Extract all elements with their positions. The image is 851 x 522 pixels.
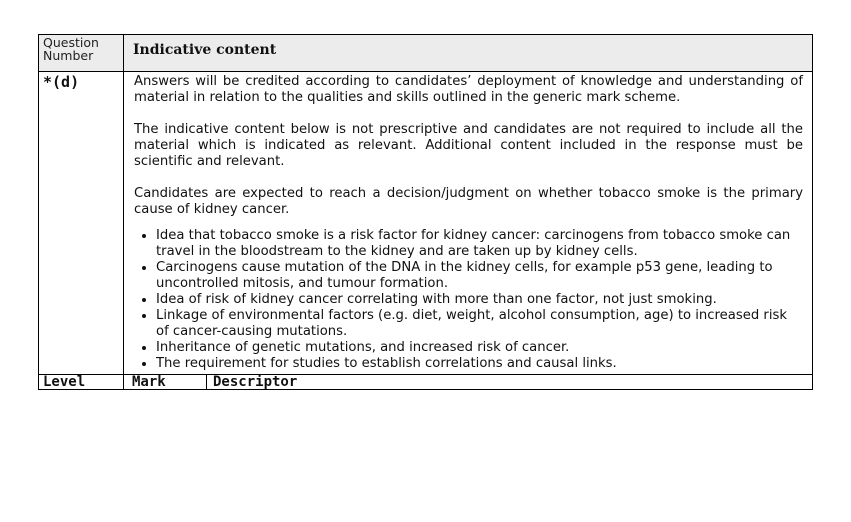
bullet-item: • Idea of risk of kidney cancer correlating with more than one factor, not just smoking. [156,292,803,308]
mark-descriptor-cell [124,375,813,390]
paragraph: Candidates are expected to reach a decision/judgment on whether tobacco smoke is the primary cause of kidney cancer. [134,186,803,217]
bullet-item: • Linkage of environmental factors (e.g. diet, weight, alcohol consumption, age) to increased risk of cancer-causing mutations. [156,308,803,340]
question-number-header: Question Number [39,35,124,72]
indicative-content [124,72,813,375]
mark-scheme-table [38,34,813,390]
level-label: Level [39,375,124,390]
mark-scheme [38,34,813,390]
level-header-row [39,375,813,390]
question-id: *(d) [39,72,124,375]
paragraph: The indicative content below is not prescriptive and candidates are not required to include all the material which is indicated as relevant. Additional content included in the response must be scientific and relevant. [134,122,803,169]
mark-label: Mark [124,375,207,389]
paragraph: Answers will be credited according to candidates’ deployment of knowledge and understanding of material in relation to the qualities and skills outlined in the generic mark scheme. [134,74,803,105]
bullet-item: • The requirement for studies to establish correlations and causal links. [156,356,803,372]
indicative-content-header: Indicative content [124,35,813,72]
bullet-item: • Carcinogens cause mutation of the DNA in the kidney cells, for example p53 gene, leading to uncontrolled mitosis, and tumour formation. [156,260,803,292]
descriptor-label: Descriptor [213,374,298,390]
bullet-item: • Idea that tobacco smoke is a risk factor for kidney cancer: carcinogens from tobacco smoke can travel in the bloodstream to the kidney and are taken up by kidney cells. [156,228,803,260]
header-row [39,35,813,72]
bullet-item: • Inheritance of genetic mutations, and increased risk of cancer. [156,340,803,356]
question-row [39,72,813,375]
bullet-list [134,228,803,372]
